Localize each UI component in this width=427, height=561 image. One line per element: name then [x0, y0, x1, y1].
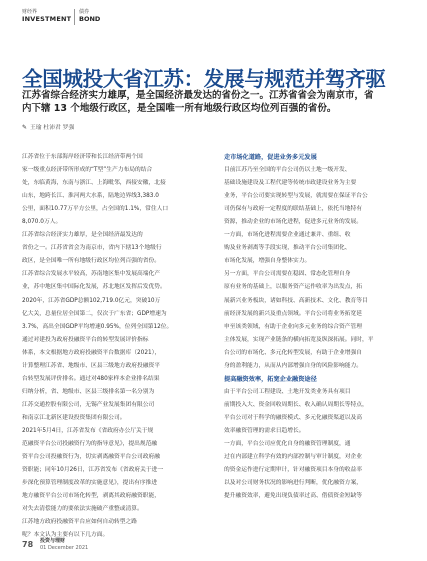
magazine-name: 投资与理财: [40, 538, 66, 544]
text-line: 江苏地方政府投融资平台应如何自动转型之路: [22, 519, 137, 526]
text-line: 身的盈利能力，从而从内部增强自身的风险影响能力。: [224, 362, 362, 369]
text-line: 平台公司对于科学的融资模式、多元化融资渠道以及高: [224, 414, 362, 421]
article-subtitle: [22, 89, 412, 115]
paragraph: [224, 268, 402, 372]
right-column: [224, 151, 402, 503]
text-line: 江苏省综合发展水平较高，苏南地区集中发展高端化产: [22, 271, 160, 278]
section-name-cn: 财经界: [22, 9, 38, 15]
section-heading: 走市场化道路，促进业务多元发展: [224, 154, 317, 161]
text-line: 台转型发展评价排名。通过对480家样本企业排名结果: [22, 375, 160, 382]
text-line: 业，苏中地区集中国际化发展，苏北地区发挥后发优势。: [22, 284, 166, 291]
pen-icon: ✎: [22, 124, 28, 131]
subtitle-line: 江苏省综合经济实力雄厚，是全国经济最发达的省份之一。江苏省省会为南京市，省: [22, 90, 374, 101]
text-line: 山东，地跨长江、淮河两大水系，陆地边界线3,383.0: [22, 193, 159, 200]
header-divider: [74, 9, 75, 25]
text-line: 目前江苏乃至全国的平台公司仍以土地一级开发、: [224, 167, 351, 174]
text-line: 主体发展，实现产业链条的横向拓宽及纵深拓展。同时，平: [224, 336, 374, 343]
left-column: [22, 151, 200, 542]
text-line: 呢？本文认为主要有以下几方面。: [22, 532, 109, 539]
text-line: 地方融资平台公司市场化转型，剥离其政府融资职能，: [22, 493, 160, 500]
text-line: 和南京江北新区建设投资集团有限公司。: [22, 414, 126, 421]
paragraph: [22, 425, 200, 516]
text-line: 原有业务的基础上，以服务资产运作收率为出发点，拓: [224, 284, 362, 291]
article-title: 全国城投大省江苏：发展与规范并驾齐驱: [22, 67, 386, 91]
text-line: 的资金运作进行定期审计，针对融资项目本身的收益率: [224, 467, 362, 474]
column-name-en: BOND: [79, 15, 101, 23]
text-line: 一方面，平台公司应优化自身的融资管理制度，通: [224, 441, 351, 448]
text-line: 市场化发展，增强自身整体实力。: [224, 258, 311, 265]
paragraph: [224, 386, 402, 438]
text-line: 步深化预算管理制度改革的实施意见》，提出有序推进: [22, 480, 158, 487]
column-name-cn: 债券: [79, 9, 90, 15]
text-line: 江苏交通控股有限公司，无锡产业发展集团有限公司: [22, 401, 155, 408]
text-line: 前经济发展的新兴及重点领域。平台公司将业务拓宽延: [224, 310, 362, 317]
text-line: 省份之一。江苏省省会为南京市，省内下辖13个地级行: [22, 245, 162, 252]
text-line: 展新兴业务板块，诸如科技、高新技术、文化、教育等目: [224, 297, 368, 304]
text-line: 司仍保有与政府一定程度的联结基础上，依托当地特有: [224, 206, 362, 213]
text-line: 前期投入大、资金回收周期长、收入确认周期长等特点，: [224, 401, 368, 408]
text-line: 对失去清偿能力的要依法实施破产重整或清算。: [22, 506, 143, 513]
text-line: 申至该类领域，有助于企业向多元业务的综合资产管理: [224, 323, 362, 330]
text-line: 基础设施建设及工程代建等传统市政建设业务为主要: [224, 180, 357, 187]
text-line: 范融资平台公司投融资行为的指导意见》，提出规范融: [22, 441, 158, 448]
text-line: 资平台公司投融资行为，切实剥离融资平台公司政府融: [22, 454, 160, 461]
text-line: 3.7%，高出全国GDP平均增速0.95%，位列全国第12位。: [22, 323, 173, 330]
section-header: [22, 8, 132, 28]
subtitle-line: 内下辖 13 个地级行政区，是全国唯一所有地级行政区均位列百强的省份。: [22, 103, 337, 114]
author-names: 王瑜 杜沛君 罗强: [30, 125, 75, 131]
page-number: 78: [22, 540, 34, 549]
issue-date: 01 December 2021: [40, 545, 89, 551]
text-line: 处，东临黄海，东南与浙江、上海毗邻，西接安徽，北接: [22, 180, 166, 187]
text-line: 过在内部建立科学有效的内部控制与审计制度，对企业: [224, 454, 362, 461]
author-line: [22, 122, 74, 131]
text-line: 江苏省综合经济实力雄厚，是全国经济最发达的: [22, 232, 143, 239]
section-name-en: INVESTMENT: [22, 15, 72, 23]
text-line: 8,070.0万人。: [22, 219, 62, 226]
paragraph: [224, 438, 402, 503]
text-line: 购及业务剥离等手段实现，推动平台公司集团化、: [224, 245, 351, 252]
paragraph: [22, 229, 200, 333]
text-line: 资源，推动企业的市场化进程，促进多元业务的发展。: [224, 219, 362, 226]
text-line: 资职能；同年10月26日，江苏省发布《省政府关于进一: [22, 467, 164, 474]
text-line: 归纳分析，省、地级市、区县三级排名第一名分别为: [22, 388, 155, 395]
text-line: 亿大关，总量位居全国第二，仅次于广东省；GDP增速为: [22, 310, 167, 317]
text-line: 2021年5月4日，江苏省发布《省政府办公厅关于规: [22, 427, 154, 434]
paragraph: [224, 164, 402, 229]
text-line: 台公司的市场化、多元化转型发展，有助于企业增强自: [224, 349, 362, 356]
text-line: 计算整理江苏省、地级市、区县三级地方政府投融资平: [22, 362, 160, 369]
text-line: 公里，面积10.77万平方公里，占全国的1.1%，常住人口: [22, 206, 169, 213]
text-line: 家一级重点经济带所形成的“T型”生产力布局的结合: [22, 167, 153, 174]
text-line: 江苏省位于东部海岸经济带和长江经济带两个国: [22, 154, 143, 160]
text-line: 一方面，市场化进程需要企业通过兼并、重组、收: [224, 232, 351, 239]
text-line: 另一方面，平台公司需要在稳固、常态化管理自身: [224, 271, 351, 278]
paragraph: [224, 229, 402, 268]
paragraph: [22, 334, 200, 425]
section-heading: 提高融资效率，拓宽企业融资途径: [224, 375, 317, 383]
text-line: 体系，本文根据地方政府投融资平台数据库（2021），: [22, 349, 161, 356]
text-line: 业务，平台公司要实现转型与发展，就需要在保证平台公: [224, 193, 368, 200]
text-line: 通过对建投为政府投融资平台的转型发展评价指标: [22, 336, 149, 343]
text-line: 政区，是全国唯一所有地级行政区均位列百强的省份。: [22, 258, 160, 265]
text-line: 由于平台公司工程建设、土地开发类业务具有项目: [224, 388, 351, 395]
text-line: 效率融资管理的需求日趋增长。: [224, 427, 305, 434]
text-line: 提升融资效率，避免出现负债率过高、借债资金短缺等: [224, 493, 362, 500]
text-line: 以及对公司财务状况的影响进行判断，优化融资方案，: [224, 480, 362, 487]
paragraph: [22, 151, 200, 229]
text-line: 2020年，江苏省GDP总额102,719.0亿元，突破10万: [22, 297, 161, 304]
